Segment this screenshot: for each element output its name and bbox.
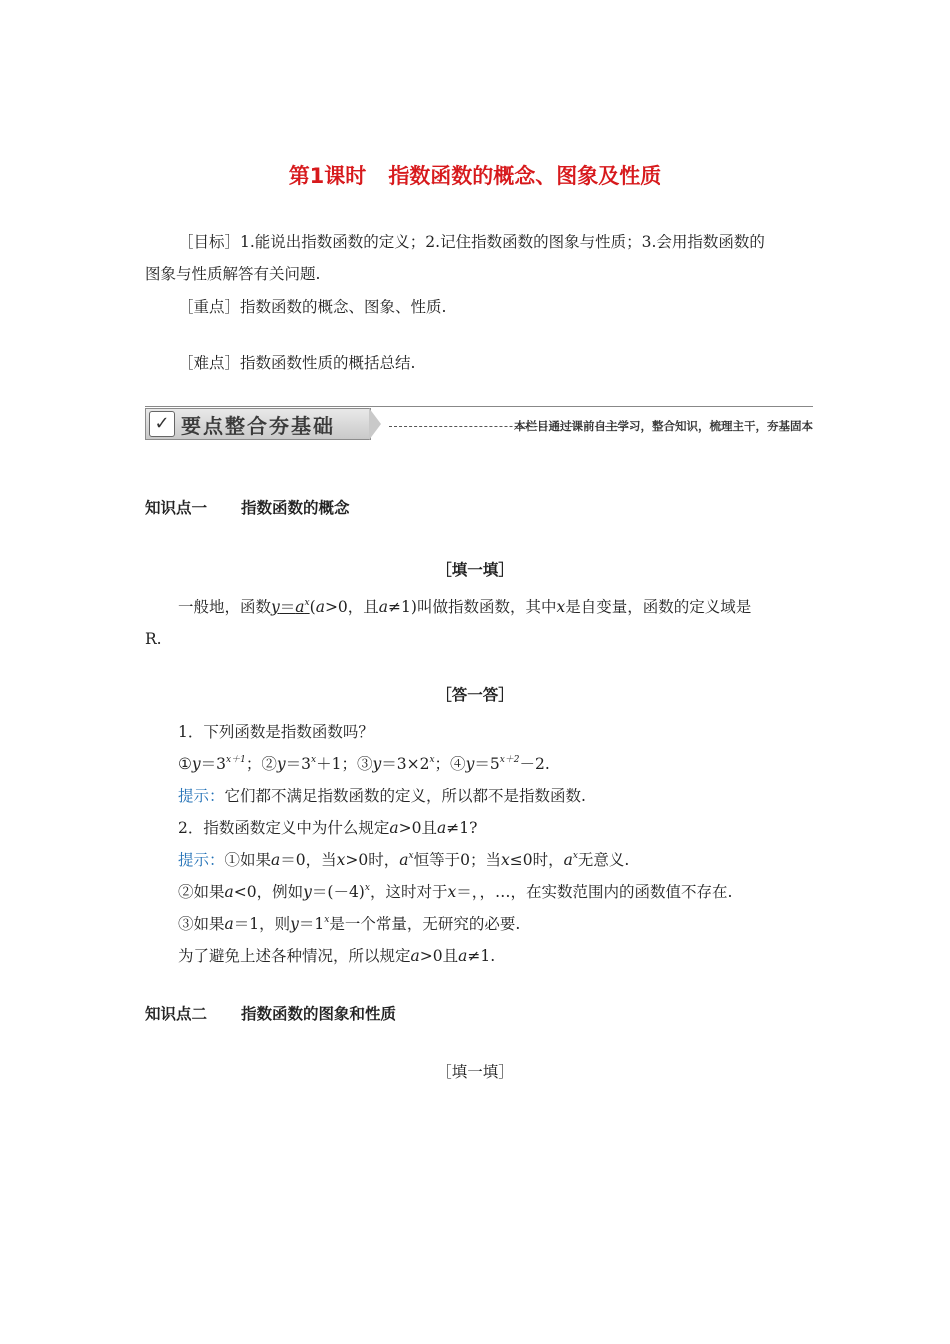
question-1: 1．下列函数是指数函数吗？	[178, 723, 374, 741]
section-label: 知识点一	[145, 499, 208, 517]
banner-note: 本栏目通过课前自主学习，整合知识，梳理主干，夯基固本	[514, 419, 813, 433]
definition-formula: $y=a^x$	[271, 598, 310, 616]
question-1-functions: $①y=3^{x+1}$；$②y=3^x+1$；$③y=3\times 2^x$；$④y=5^{x+2}-2$.	[178, 755, 550, 773]
hint-label: 提示：	[178, 851, 225, 869]
lesson-number: 第1课时	[288, 164, 367, 188]
check-icon: ✓	[149, 411, 175, 437]
conclusion: 为了避免上述各种情况，所以规定a>0且a≠1.	[178, 947, 496, 965]
question-2: 2．指数函数定义中为什么规定a>0且a≠1?	[178, 819, 478, 837]
lesson-title	[0, 160, 950, 190]
banner-title: 要点整合夯基础	[181, 414, 335, 438]
lesson-topic: 指数函数的概念、图象及性质	[388, 164, 662, 188]
fill-header-1: ［填一填］	[436, 561, 514, 579]
definition-text: 一般地，函数$y=a^x(a>0$，且a≠1)叫做指数函数，其中x是自变量，函数的定义域是	[178, 598, 752, 616]
hint-2: 提示：①如果a＝0，当x>0时，$a^x$恒等于0；当x≤0时，$a^x$无意义.	[178, 851, 630, 869]
case-2: ②如果a<0，例如$y=(-4)^x$，这时对于x＝，，…，在实数范围内的函数值不存在.	[178, 883, 733, 901]
objectives-line-1: ［目标］1.能说出指数函数的定义；2.记住指数函数的图象与性质；3.会用指数函数的	[178, 233, 765, 251]
hint-label: 提示：	[178, 787, 225, 805]
key-points: ［重点］指数函数的概念、图象、性质.	[178, 298, 447, 316]
definition-domain: R.	[145, 630, 162, 648]
section-heading-2	[145, 1002, 396, 1024]
section-heading-1	[145, 496, 350, 518]
section-title: 指数函数的概念	[241, 499, 350, 517]
section-banner	[145, 406, 813, 438]
section-label: 知识点二	[145, 1005, 208, 1023]
objectives-line-2: 图象与性质解答有关问题.	[145, 265, 321, 283]
difficulties: ［难点］指数函数性质的概括总结.	[178, 354, 416, 372]
fill-header-2: ［填一填］	[436, 1063, 514, 1081]
section-title: 指数函数的图象和性质	[241, 1005, 397, 1023]
hint-1: 提示：它们都不满足指数函数的定义，所以都不是指数函数.	[178, 787, 586, 805]
case-3: ③如果a＝1，则$y=1^x$是一个常量，无研究的必要.	[178, 915, 521, 933]
answer-header: ［答一答］	[436, 686, 514, 704]
